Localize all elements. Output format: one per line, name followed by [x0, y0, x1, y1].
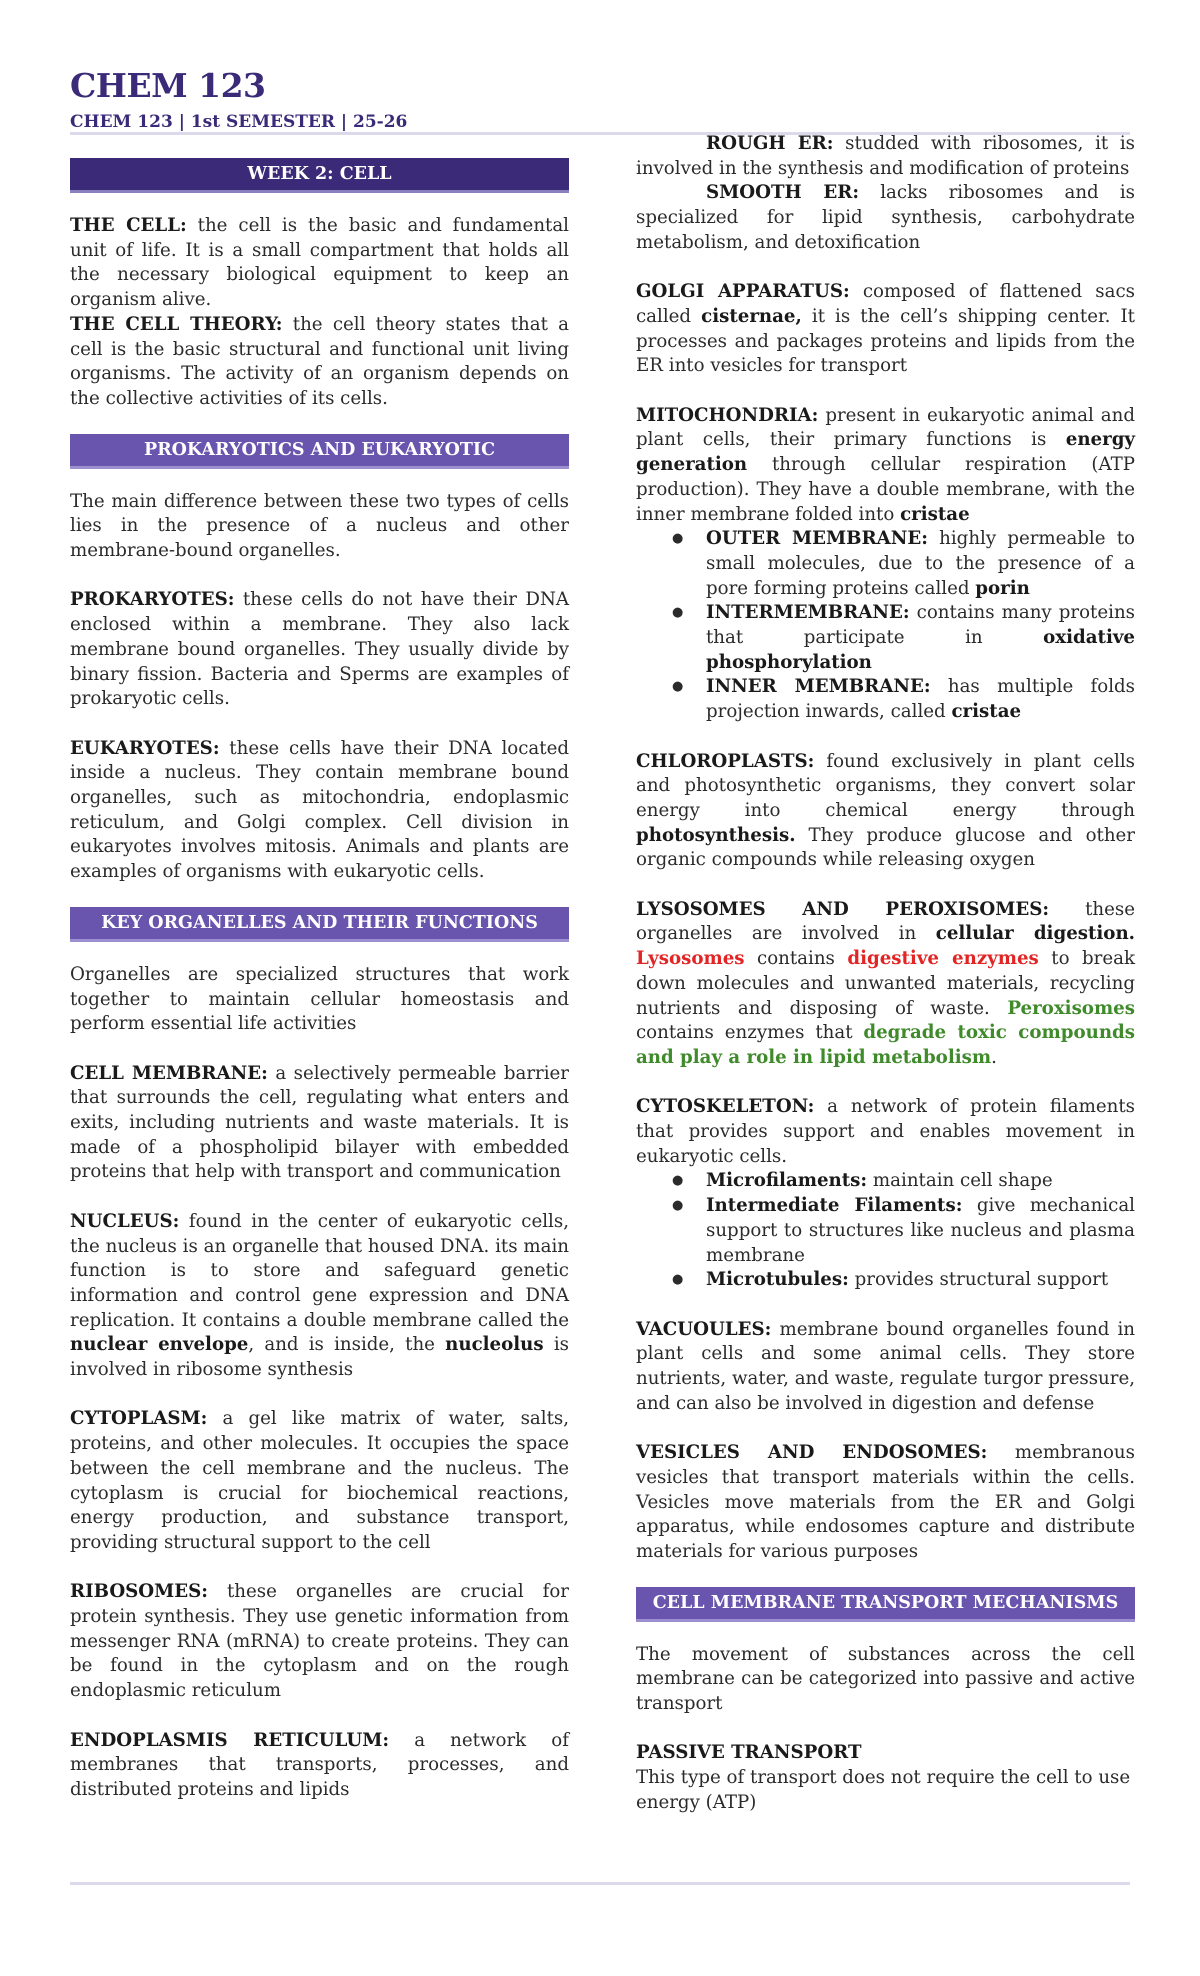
list-item: ● INNER MEMBRANE: has multiple folds projection inwards, called cristae — [706, 675, 1135, 724]
golgi-label: GOLGI APPARATUS: — [636, 281, 850, 303]
the-cell-label: THE CELL: — [70, 215, 187, 236]
prokaryotes-label: PROKARYOTES: — [70, 589, 235, 611]
cell-membrane-paragraph: CELL MEMBRANE: a selectively permeable barrier that surrounds the cell, regulating what enters and exits, including nutrients and waste materials. It is made of a phospholipid bilayer with embedded proteins that help with transport and communication — [70, 1062, 569, 1183]
eukaryotes-paragraph: EUKARYOTES: these cells have their DNA located inside a nucleus. They contain membrane bound organelles, such as mitochondria, endoplasmic reticulum, and Golgi complex. Cell division in eukaryotes involves mitosis. Animals and plants are examples of organisms with eukaryotic cells. — [70, 737, 569, 883]
prokaryotic-banner: PROKARYOTICS AND EUKARYOTIC — [70, 434, 569, 469]
vacuoules-paragraph: VACUOULES: membrane bound organelles found in plant cells and some animal cells. They store nutrients, water, and waste, regulate turgor pressure, and can also be involved in digestion and defense — [636, 1318, 1135, 1414]
golgi-paragraph: GOLGI APPARATUS: composed of flattened sacs called cisternae, it is the cell’s shipping center. It processes and packages proteins and lipids from the ER into vesicles for transport — [636, 281, 1135, 377]
vesicles-paragraph: VESICLES AND ENDOSOMES: membranous vesicles that transport materials within the cells. Vesicles move materials from the ER and Golgi apparatus, while endosomes capture and distribute materials for various purposes — [636, 1442, 1135, 1562]
mitochondria-list — [636, 527, 1135, 725]
lysosomes-paragraph: LYSOSOMES AND PEROXISOMES: these organelles are involved in cellular digestion. Lysosomes contains digestive enzymes to break down molecules and unwanted materials, recycling nutrients and disposing of waste. Peroxisomes contains enzymes that degrade toxic compounds and play a role in lipid metabolism. — [636, 898, 1135, 1068]
vesicles-label: VESICLES AND ENDOSOMES: — [636, 1442, 988, 1464]
cytoplasm-label: CYTOPLASM: — [70, 1408, 208, 1430]
prokaryotes-paragraph: PROKARYOTES: these cells do not have their DNA enclosed within a membrane. They also lack membrane bound organelles. They usually divide by binary fission. Bacteria and Sperms are examples of prokaryotic cells. — [70, 589, 569, 710]
list-item: ● Microfilaments: maintain cell shape — [706, 1169, 1135, 1194]
the-cell-paragraph: THE CELL: the cell is the basic and fundamental unit of life. It is a small compartment that holds all the necessary biological equipment to keep an organism alive. — [70, 215, 569, 311]
nucleus-label: NUCLEUS: — [70, 1210, 180, 1232]
bottom-divider — [70, 1882, 1130, 1885]
cytoskeleton-label: CYTOSKELETON: — [636, 1096, 815, 1118]
passive-transport-paragraph: This type of transport does not require the cell to use energy (ATP) — [636, 1767, 1131, 1813]
cytoplasm-paragraph: CYTOPLASM: a gel like matrix of water, salts, proteins, and other molecules. It occupies the space between the cell membrane and the nucleus. The cytoplasm is crucial for biochemical reactions, energy production, and substance transport, providing structural support to the cell — [70, 1408, 569, 1553]
list-item: ● OUTER MEMBRANE: highly permeable to small molecules, due to the presence of a pore forming proteins called porin — [706, 527, 1135, 601]
vacuoules-label: VACUOULES: — [636, 1318, 772, 1340]
right-column — [636, 132, 1135, 1816]
list-item: ● Microtubules: provides structural support — [706, 1268, 1135, 1293]
eukaryotes-label: EUKARYOTES: — [70, 737, 220, 759]
organelles-paragraph: Organelles are specialized structures that work together to maintain cellular homeostasis and perform essential life activities — [70, 963, 569, 1035]
left-column — [70, 158, 569, 1803]
ribosomes-paragraph: RIBOSOMES: these organelles are crucial for protein synthesis. They use genetic information from messenger RNA (mRNA) to create proteins. They can be found in the cytoplasm and on the rough endoplasmic reticulum — [70, 1581, 569, 1702]
nucleus-paragraph: NUCLEUS: found in the center of eukaryotic cells, the nucleus is an organelle that housed DNA. its main function is to store and safeguard genetic information and control gene expression and DNA replication. It contains a double membrane called the nuclear envelope, and is inside, the nucleolus is involved in ribosome synthesis — [70, 1210, 569, 1381]
page-subtitle: CHEM 123 | 1st SEMESTER | 25-26 — [70, 112, 408, 132]
smooth-er-label: SMOOTH ER: — [706, 182, 860, 204]
smooth-er-paragraph: SMOOTH ER: lacks ribosomes and is specialized for lipid synthesis, carbohydrate metabolism, and detoxification — [636, 182, 1135, 253]
mitochondria-paragraph: MITOCHONDRIA: present in eukaryotic animal and plant cells, their primary functions is energy generation through cellular respiration (ATP production). They have a double membrane, with the inner membrane folded into cristae — [636, 404, 1135, 525]
er-label: ENDOPLASMIS RETICULUM: — [70, 1729, 390, 1751]
rough-er-paragraph: ROUGH ER: studded with ribosomes, it is involved in the synthesis and modification of proteins — [636, 133, 1136, 179]
chloroplasts-label: CHLOROPLASTS: — [636, 750, 815, 772]
transport-banner: CELL MEMBRANE TRANSPORT MECHANISMS — [636, 1587, 1135, 1622]
page-title: CHEM 123 — [70, 66, 266, 105]
cell-theory-label: THE CELL THEORY: — [70, 313, 283, 335]
cytoskeleton-list — [636, 1169, 1135, 1293]
cytoskeleton-paragraph: CYTOSKELETON: a network of protein filaments that provides support and enables movement in eukaryotic cells. — [636, 1096, 1135, 1167]
er-paragraph: ENDOPLASMIS RETICULUM: a network of membranes that transports, processes, and distributed proteins and lipids — [70, 1729, 569, 1800]
passive-transport-heading: PASSIVE TRANSPORT — [636, 1742, 862, 1764]
cell-membrane-label: CELL MEMBRANE: — [70, 1062, 268, 1084]
chloroplasts-paragraph: CHLOROPLASTS: found exclusively in plant cells and photosynthetic organisms, they convert solar energy into chemical energy through photosynthesis. They produce glucose and other organic compounds while releasing oxygen — [636, 750, 1135, 871]
ribosomes-label: RIBOSOMES: — [70, 1581, 208, 1603]
lysosomes-label: LYSOSOMES AND PEROXISOMES: — [636, 898, 1050, 920]
movement-paragraph: The movement of substances across the cell membrane can be categorized into passive and active transport — [636, 1643, 1135, 1715]
mitochondria-label: MITOCHONDRIA: — [636, 404, 819, 426]
cell-theory-paragraph: THE CELL THEORY: the cell theory states that a cell is the basic structural and functional unit living organisms. The activity of an organism depends on the collective activities of its cells. — [70, 313, 570, 409]
week-banner: WEEK 2: CELL — [70, 158, 569, 193]
list-item: ● Intermediate Filaments: give mechanical support to structures like nucleus and plasma membrane — [706, 1194, 1135, 1268]
list-item: ● INTERMEMBRANE: contains many proteins that participate in oxidative phosphorylation — [706, 601, 1135, 675]
rough-er-label: ROUGH ER: — [706, 133, 834, 154]
key-organelles-banner: KEY ORGANELLES AND THEIR FUNCTIONS — [70, 907, 569, 942]
difference-paragraph: The main difference between these two types of cells lies in the presence of a nucleus and other membrane-bound organelles. — [70, 490, 569, 562]
